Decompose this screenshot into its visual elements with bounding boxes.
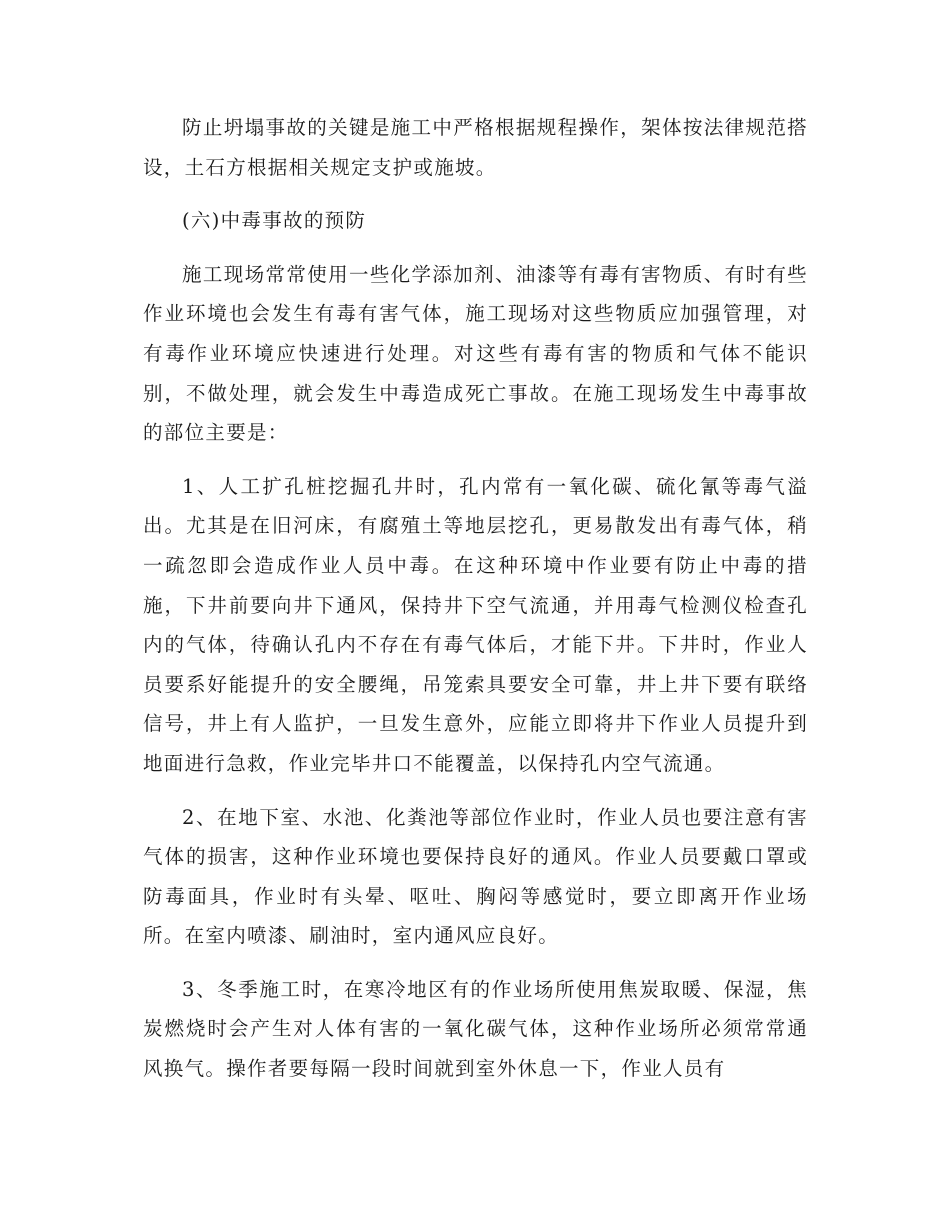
section-heading-poisoning-prevention: (六)中毒事故的预防 (182, 209, 367, 233)
document-body (143, 108, 808, 1103)
paragraph-item-2-basement-work: 2、在地下室、水池、化粪池等部位作业时，作业人员也要注意有害气体的损害，这种作业环境也要保持良好的通风。作业人员要戴口罩或防毒面具，作业时有头晕、呕吐、胸闷等感觉时，要立即离开作业场所。在室内喷漆、刷油时，室内通风应良好。 (143, 805, 808, 948)
paragraph-collapse-prevention: 防止坍塌事故的关键是施工中严格根据规程操作，架体按法律规范搭设，土石方根据相关规定支护或施坡。 (143, 116, 808, 179)
paragraph-toxic-substances: 施工现场常常使用一些化学添加剂、油漆等有毒有害物质、有时有些作业环境也会发生有毒有害气体，施工现场对这些物质应加强管理，对有毒作业环境应快速进行处理。对这些有毒有害的物质和气体不能识别，不做处理，就会发生中毒造成死亡事故。在施工现场发生中毒事故的部位主要是： (143, 262, 808, 445)
paragraph-item-3-winter-construction: 3、冬季施工时，在寒冷地区有的作业场所使用焦炭取暖、保湿，焦炭燃烧时会产生对人体有害的一氧化碳气体，这种作业场所必须常常通风换气。操作者要每隔一段时间就到室外休息一下，作业人员有 (143, 977, 808, 1081)
paragraph-item-1-pile-digging: 1、人工扩孔桩挖掘孔井时，孔内常有一氧化碳、硫化氰等毒气溢出。尤其是在旧河床，有腐殖土等地层挖孔，更易散发出有毒气体，稍一疏忽即会造成作业人员中毒。在这种环境中作业要有防止中毒的措施，下井前要向井下通风，保持井下空气流通，并用毒气检测仪检查孔内的气体，待确认孔内不存在有毒气体后，才能下井。下井时，作业人员要系好能提升的安全腰绳，吊笼索具要安全可靠，井上井下要有联络信号，井上有人监护，一旦发生意外，应能立即将井下作业人员提升到地面进行急救，作业完毕井口不能覆盖，以保持孔内空气流通。 (143, 474, 808, 775)
